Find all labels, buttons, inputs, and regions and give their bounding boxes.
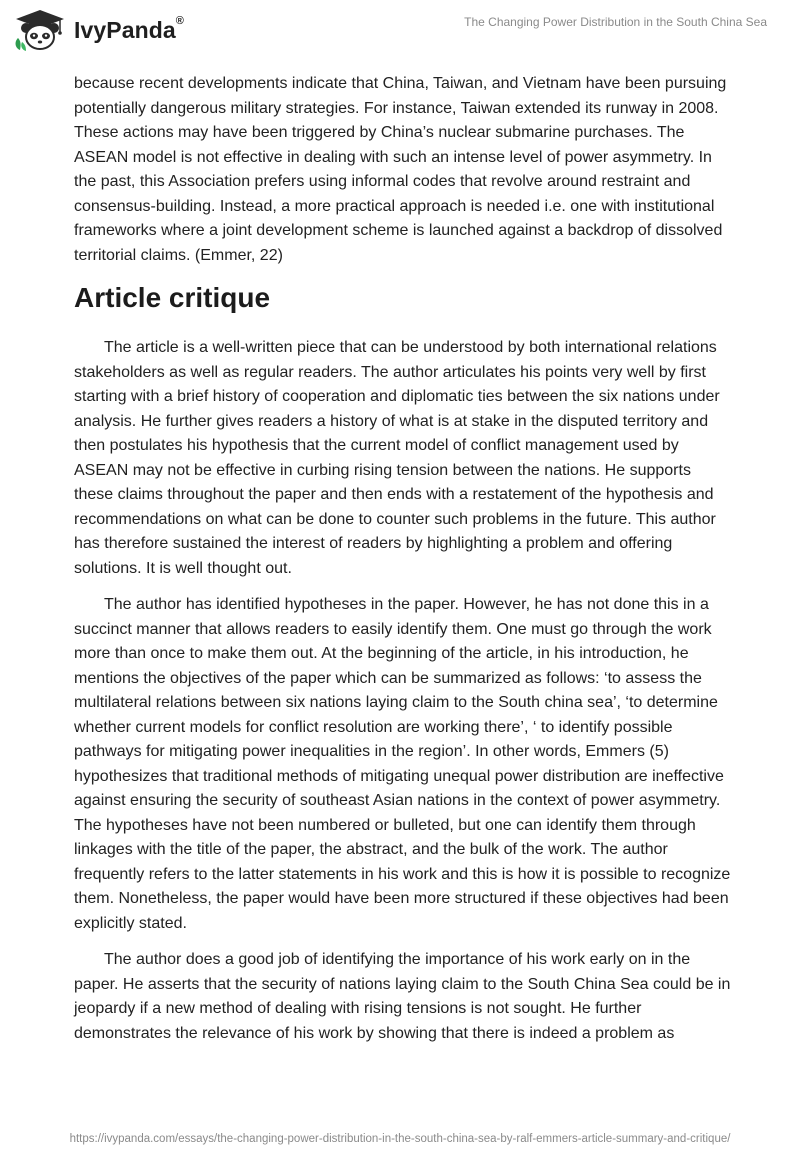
body-paragraph-2: The author has identified hypotheses in the paper. However, he has not done this in a succinct manner that allows readers to easily identify them. One must go through the work more than once to make them out. At the beginning of the article, in his introduction, he mentions the objectives of the paper which can be summarized as follows: ‘to assess the multilateral relations between six nations laying claim to the South china sea’, ‘to determine whether current models for conflict resolution are working there’, ‘ to identify possible pathways for mitigating power inequalities in the region’. In other words, Emmers (5) hypothesizes that traditional methods of mitigating unequal power distribution are ineffective against ensuring the security of southeast Asian nations in the context of power asymmetry. The hypotheses have not been numbered or bulleted, but one can identify them through linkages with the title of the paper, the abstract, and the bulk of the work. The author frequently refers to the latter statements in his work and this is how it is possible to recognize them. Nonetheless, the paper would have been more structured if these objectives had been explicitly stated. [74,596,731,932]
source-url[interactable]: https://ivypanda.com/essays/the-changing-power-distribution-in-the-south-china-sea-by-ralf-emmers-article-summary-and-critique/ [69,1133,731,1145]
section-heading: Article critique [74,282,271,313]
logo-text [74,14,185,44]
article-body [74,72,734,1046]
page-header [0,0,800,62]
body-paragraph-1: The article is a well-written piece that can be understood by both international relations stakeholders as well as regular readers. The author articulates his points very well by first starting with a brief history of cooperation and diplomatic ties between the six nations under analysis. He further gives readers a history of what is at stake in the disputed territory and then postulates his hypothesis that the current model of conflict management used by ASEAN may not be effective in curbing rising tension between the nations. He supports these claims throughout the paper and then ends with a restatement of the hypothesis and recommendations on what can be done to counter such problems in the future. This author has therefore sustained the interest of readers by highlighting a problem and offering solutions. It is well thought out. [74,339,720,577]
ivypanda-logo[interactable] [12,8,184,52]
intro-paragraph: because recent developments indicate that China, Taiwan, and Vietnam have been pursuing potentially dangerous military strategies. For instance, Taiwan extended its runway in 2008. These actions may have been triggered by China’s nuclear submarine purchases. The ASEAN model is not effective in dealing with such an intense level of power asymmetry. In the past, this Association prefers using informal codes that revolve around restraint and consensus-building. Instead, a more practical approach is needed i.e. one with institutional frameworks where a joint development scheme is launched against a backdrop of dissolved territorial claims. (Emmer, 22) [74,75,727,264]
logo-name: IvyPanda [74,16,176,43]
document-title: The Changing Power Distribution in the South China Sea [464,15,767,29]
body-paragraph-3: The author does a good job of identifying the importance of his work early on in the paper. He asserts that the security of nations laying claim to the South China Sea could be in jeopardy if a new method of dealing with rising tensions is not sought. He further demonstrates the relevance of his work by showing that there is indeed a problem as [74,951,731,1042]
panda-graduate-icon [12,8,68,52]
registered-mark: ® [175,14,185,27]
